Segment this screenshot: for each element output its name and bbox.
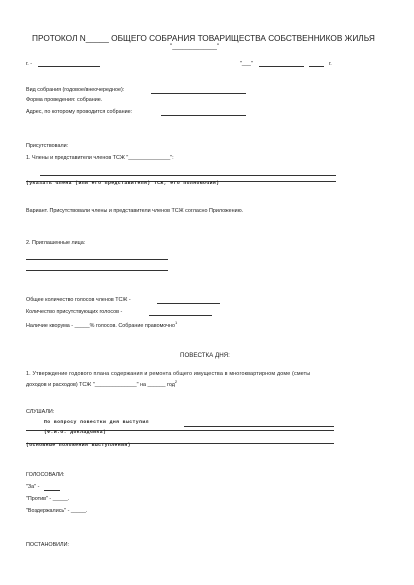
invited-header: 2. Приглашенные лица: (26, 240, 86, 246)
variant-text: Вариант. Присутствовали члены и представители членов ТСЖ согласно Приложению. (26, 208, 244, 214)
heard-speaker-caption: (Ф.И.О. докладчика) (44, 430, 107, 435)
present-count-label: Количество присутствующих голосов - (26, 309, 123, 315)
heard-header: СЛУШАЛИ: (26, 409, 55, 415)
agenda-item-text: доходов и расходов) ТСЖ "______________" на ______ год (26, 381, 175, 388)
attended-caption: (указать члена (или его представителя) ТСЖ, его полномочия) (26, 181, 220, 186)
document-title: ПРОТОКОЛ N_____ ОБЩЕГО СОБРАНИЯ ТОВАРИЩЕСТВА СОБСТВЕННИКОВ ЖИЛЬЯ (32, 33, 375, 43)
attended-item-1: 1. Члены и представители членов ТСЖ "______________": (26, 155, 174, 161)
meeting-type-underline (151, 93, 246, 94)
decided-header: ПОСТАНОВИЛИ: (26, 542, 69, 548)
heard-content-caption: (основные положения выступления) (26, 443, 131, 448)
date-year-underline (309, 66, 324, 67)
date-month-underline (259, 66, 304, 67)
meeting-form-label: Форма проведения: собрание. (26, 97, 103, 103)
total-votes-label: Общее количество голосов членов ТСЖ - (26, 297, 131, 303)
agenda-item-line-2 (26, 380, 177, 388)
vote-for-underline (44, 490, 60, 491)
title-quotes: "_____________" (170, 43, 220, 50)
meeting-address-underline (161, 115, 246, 116)
vote-abstain: "Воздержались" - _____. (26, 508, 88, 514)
date-year-suffix: г. (329, 61, 332, 67)
total-votes-underline (157, 303, 220, 304)
meeting-address-label: Адрес, по которому проводится собрание: (26, 109, 133, 115)
place-label: г. - (26, 61, 33, 67)
vote-against: "Против" - _____. (26, 496, 70, 502)
voted-header: ГОЛОСОВАЛИ: (26, 472, 65, 478)
present-count-underline (149, 315, 212, 316)
footnote-1: 1 (174, 320, 178, 325)
meeting-type-label: Вид собрания (годовое/внеочередное): (26, 87, 125, 93)
agenda-item-line-1: 1. Утверждение годового плана содержания и ремонта общего имущества в многоквартирном доме (сметы (26, 371, 311, 377)
attended-header: Присутствовали: (26, 143, 69, 149)
quorum-label: Наличие кворума - _____% голосов. Собрание правомочно (26, 322, 175, 329)
date-quote: "___" (240, 61, 253, 67)
place-underline (38, 66, 100, 67)
invited-underline-1 (26, 259, 168, 260)
invited-underline-2 (26, 270, 168, 271)
heard-speaker-label: По вопросу повестки дня выступил (44, 420, 149, 425)
attended-underline-1 (40, 175, 336, 176)
footnote-2: 2 (174, 379, 178, 384)
vote-for: "За" - (26, 484, 40, 490)
quorum-text (26, 321, 177, 329)
heard-speaker-underline (184, 426, 334, 427)
agenda-title: ПОВЕСТКА ДНЯ: (180, 352, 230, 359)
